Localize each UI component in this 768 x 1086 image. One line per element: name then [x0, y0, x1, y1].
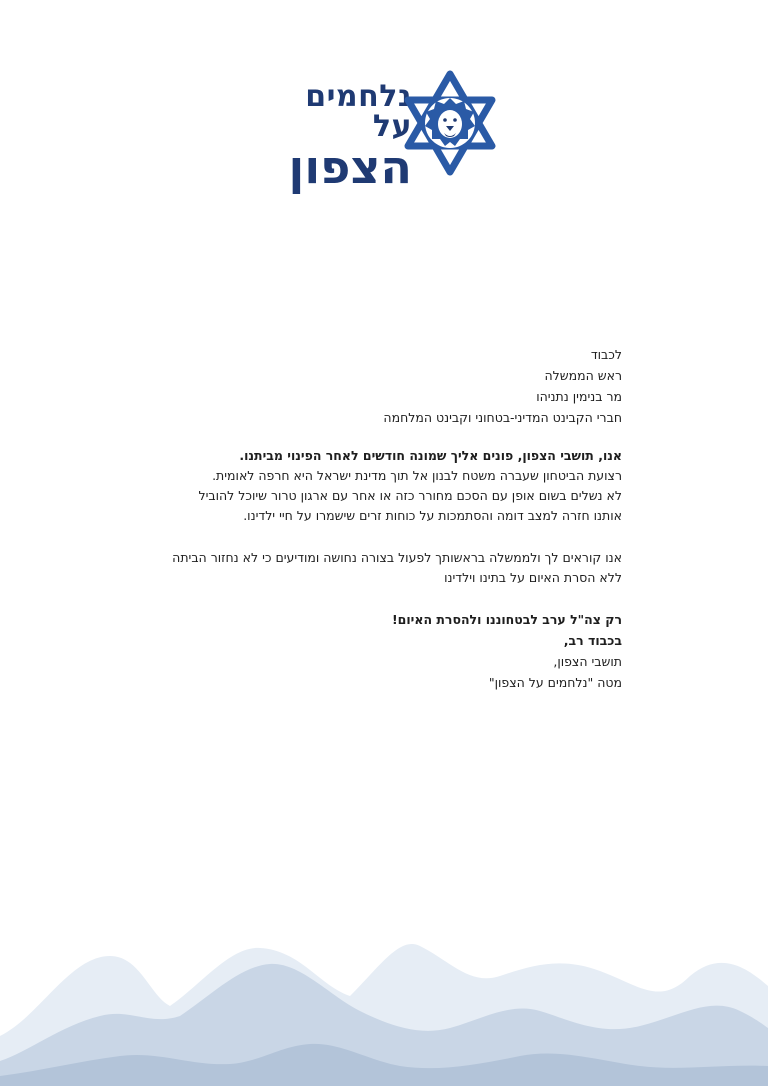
- demand-paragraph: רק צה"ל ערב לבטחוננו ולהסרת האיום!: [391, 612, 622, 627]
- security-zone-paragraph: רצועת הביטחון שעברה משטח לבנון אל תוך מדינת ישראל היא חרפה לאומית.: [212, 468, 622, 483]
- signature-hq: מטה "נלחמים על הצפון": [488, 675, 622, 690]
- call-line-2: ללא הסרת האיום על בתינו וילדינו: [444, 570, 622, 585]
- address-salutation: לכבוד: [590, 347, 622, 362]
- agreement-line-1: לא נשלים בשום אופן עם הסכם מחורר כזה או אחר עם ארגון טרור שיוכל להוביל: [198, 488, 622, 503]
- call-line-1: אנו קוראים לך ולממשלה בראשותך לפעול בצורה נחושה ומודיעים כי לא נחזור הביתה: [172, 550, 622, 565]
- star-of-david-lion-icon: [400, 68, 500, 178]
- letter-address: [130, 344, 622, 428]
- logo-wordmark: [266, 79, 412, 194]
- intro-paragraph: אנו, תושבי הצפון, פונים אליך שמונה חודשים לאחר הפינוי מביתנו.: [239, 448, 622, 463]
- signature-block: [130, 630, 622, 693]
- agreement-paragraph: [130, 486, 622, 526]
- mountain-footer-decoration: [0, 916, 768, 1086]
- signature-closing: בכבוד רב,: [563, 633, 622, 648]
- logo-line2: הצפון: [288, 140, 412, 194]
- letter-body: [130, 344, 622, 693]
- address-name: מר בנימין נתניהו: [536, 389, 622, 404]
- logo-line1: נלחמים על: [305, 79, 412, 144]
- call-paragraph: [130, 548, 622, 588]
- agreement-line-2: אותנו חזרה למצב דומה והסתמכות על כוחות זרים שישמרו על חיי ילדינו.: [243, 508, 622, 523]
- address-cabinet: חברי הקבינט המדיני-בטחוני וקבינט המלחמה: [383, 410, 622, 425]
- address-title: ראש הממשלה: [544, 368, 622, 383]
- logo: [266, 68, 500, 194]
- signature-residents: תושבי הצפון,: [553, 654, 622, 669]
